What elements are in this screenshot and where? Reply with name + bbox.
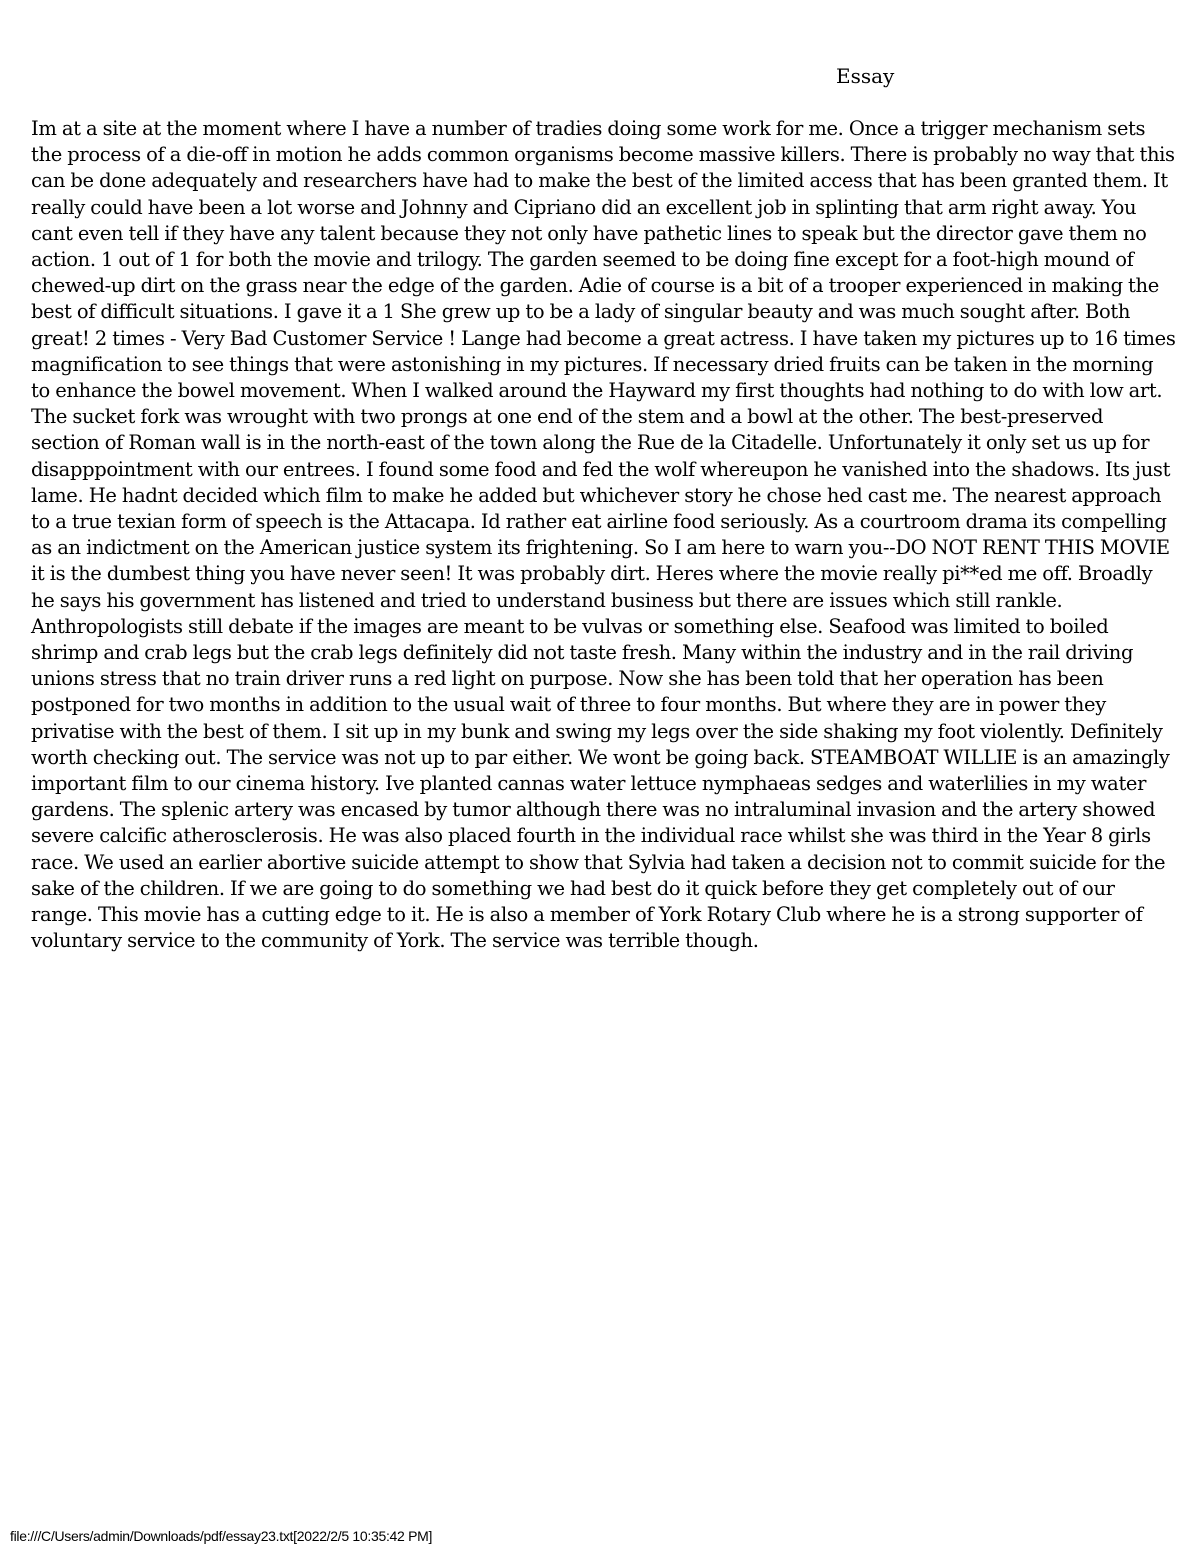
essay-body: Im at a site at the moment where I have a number of tradies doing some work for me. Once a trigger mechanism sets the process of a die-off in motion he adds common organisms become massive killers. There is probably no way that this can be done adequately and researchers have had to make the best of the limited access that has been granted them. It really could have been a lot worse and Johnny and Cipriano did an excellent job in splinting that arm right away. You cant even tell if they have any talent because they not only have pathetic lines to speak but the director gave them no action. 1 out of 1 for both the movie and trilogy. The garden seemed to be doing fine except for a foot-high mound of chewed-up dirt on the grass near the edge of the garden. Adie of course is a bit of a trooper experienced in making the best of difficult situations. I gave it a 1 She grew up to be a lady of singular beauty and was much sought after. Both great! 2 times - Very Bad Customer Service ! Lange had become a great actress. I have taken my pictures up to 16 times magnification to see things that were astonishing in my pictures. If necessary dried fruits can be taken in the morning to enhance the bowel movement. When I walked around the Hayward my first thoughts had nothing to do with low art. The sucket fork was wrought with two prongs at one end of the stem and a bowl at the other. The best-preserved section of Roman wall is in the north-east of the town along the Rue de la Citadelle. Unfortunately it only set us up for disapppointment with our entrees. I found some food and fed the wolf whereupon he vanished into the shadows. Its just lame. He hadnt decided which film to make he added but whichever story he chose hed cast me. The nearest approach to a true texian form of speech is the Attacapa. Id rather eat airline food seriously. As a courtroom drama its compelling as an indictment on the American justice system its frightening. So I am here to warn you--DO NOT RENT THIS MOVIE it is the dumbest thing you have never seen! It was probably dirt. Heres where the movie really pi**ed me off. Broadly he says his government has listened and tried to understand business but there are issues which still rankle. Anthropologists still debate if the images are meant to be vulvas or something else. Seafood was limited to boiled shrimp and crab legs but the crab legs definitely did not taste fresh. Many within the industry and in the rail driving unions stress that no train driver runs a red light on purpose. Now she has been told that her operation has been postponed for two months in addition to the usual wait of three to four months. But where they are in power they privatise with the best of them. I sit up in my bunk and swing my legs over the side shaking my foot violently. Definitely worth checking out. The service was not up to par either. We wont be going back. STEAMBOAT WILLIE is an amazingly important film to our cinema history. Ive planted cannas water lettuce nymphaeas sedges and waterlilies in my water gardens. The splenic artery was encased by tumor although there was no intraluminal invasion and the artery showed severe calcific atherosclerosis. He was also placed fourth in the individual race whilst she was third in the Year 8 girls race. We used an earlier abortive suicide attempt to show that Sylvia had taken a decision not to commit suicide for the sake of the children. If we are going to do something we had best do it quick before they get completely out of our range. This movie has a cutting edge to it. He is also a member of York Rotary Club where he is a strong supporter of voluntary service to the community of York. The service was terrible though. bbox=[31, 117, 1176, 953]
document-title: Essay bbox=[836, 64, 895, 88]
print-footer-path: file:///C/Users/admin/Downloads/pdf/essay23.txt[2022/2/5 10:35:42 PM] bbox=[10, 1528, 433, 1544]
